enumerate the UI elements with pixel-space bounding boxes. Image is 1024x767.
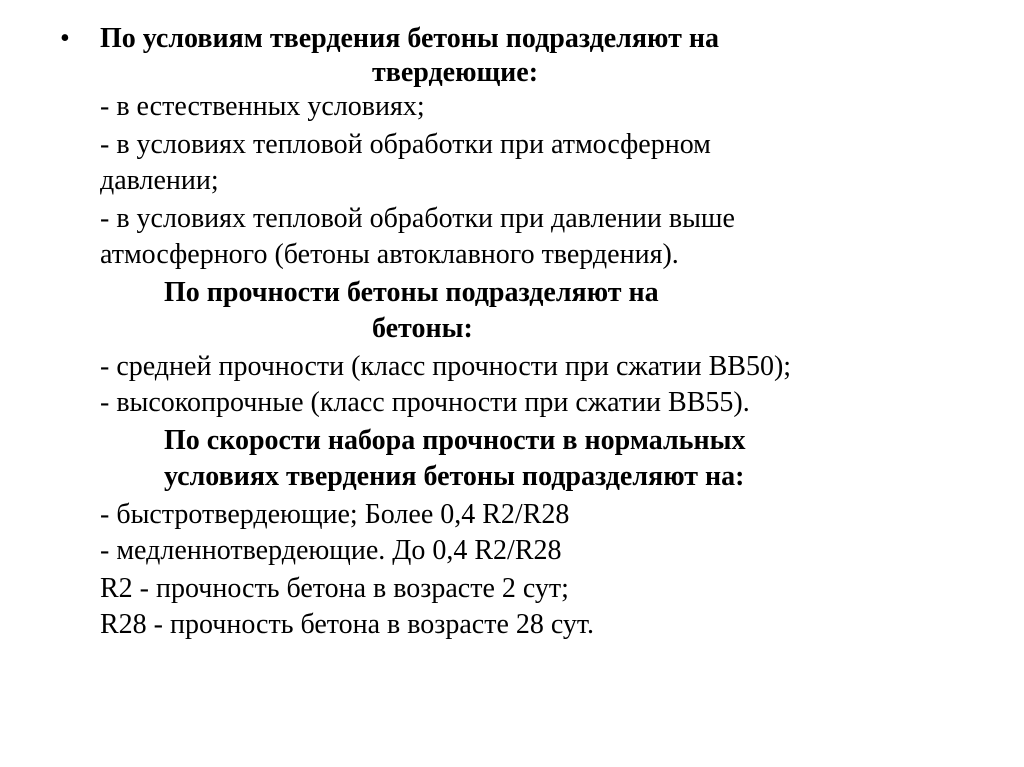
section3-item: - быстротвердеющие; Более 0,4 R2/R28 xyxy=(100,499,570,530)
section2-item: - высокопрочные (класс прочности при сжатии ВВ55). xyxy=(100,387,750,418)
section2-heading-line2: бетоны: xyxy=(372,313,473,344)
section1-item: атмосферного (бетоны автоклавного твердения). xyxy=(100,239,679,270)
section2-heading-line1: По прочности бетоны подразделяют на xyxy=(164,277,659,308)
section2-item: - средней прочности (класс прочности при сжатии ВВ50); xyxy=(100,351,792,382)
section1-item: давлении; xyxy=(100,165,219,196)
section3-heading-line2: условиях твердения бетоны подразделяют на: xyxy=(164,461,745,492)
section3-item: R2 - прочность бетона в возрасте 2 сут; xyxy=(100,573,569,604)
section1-heading-line1: По условиям твердения бетоны подразделяют на xyxy=(100,23,719,54)
bullet-point: • xyxy=(60,23,70,54)
section1-heading-line2: твердеющие: xyxy=(372,57,539,88)
section3-item: R28 - прочность бетона в возрасте 28 сут. xyxy=(100,609,595,640)
section3-item: - медленнотвердеющие. До 0,4 R2/R28 xyxy=(100,535,562,566)
section1-item: - в условиях тепловой обработки при давлении выше xyxy=(100,203,735,234)
section3-heading-line1: По скорости набора прочности в нормальных xyxy=(164,425,746,456)
section1-item: - в условиях тепловой обработки при атмосферном xyxy=(100,129,711,160)
section1-item: - в естественных условиях; xyxy=(100,91,425,122)
